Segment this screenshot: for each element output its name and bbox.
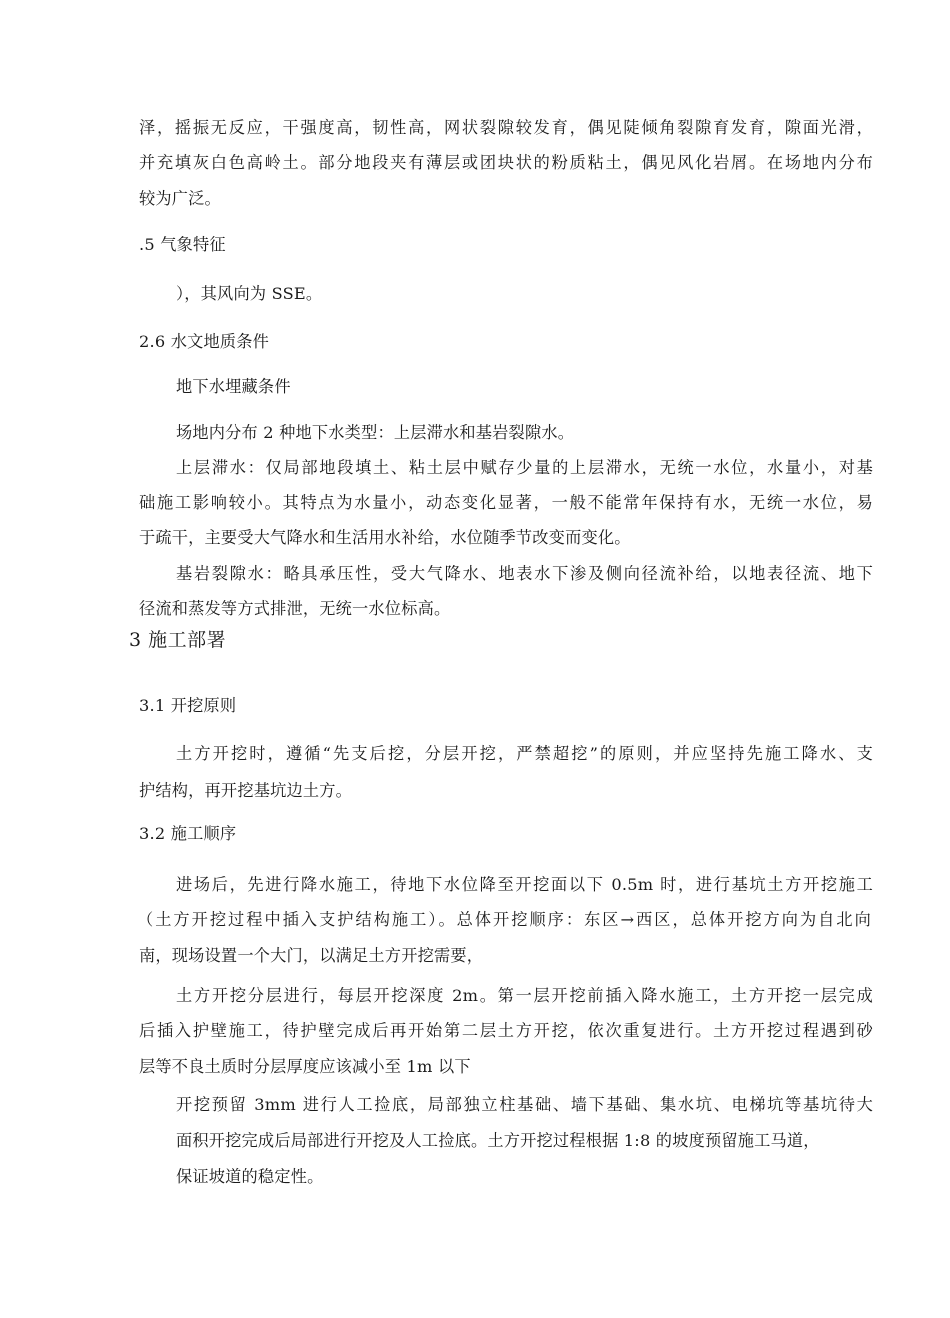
- paragraph-line: 于疏干，主要受大气降水和生活用水补给，水位随季节改变而变化。: [139, 528, 631, 547]
- paragraph-line: 开挖预留 3mm 进行人工捡底，局部独立柱基础、墙下基础、集水坑、电梯坑等基坑待大: [176, 1095, 873, 1114]
- paragraph-line: 保证坡道的稳定性。: [176, 1167, 324, 1186]
- section-heading-3-1: 3.1 开挖原则: [139, 696, 237, 715]
- paragraph-line: （土方开挖过程中插入支护结构施工）。总体开挖顺序：东区→西区，总体开挖方向为自北向: [137, 910, 871, 929]
- chapter-heading-3: 3 施工部署: [129, 629, 227, 651]
- subsection-heading: 地下水埋藏条件: [176, 377, 291, 396]
- paragraph-line: 面积开挖完成后局部进行开挖及人工捡底。土方开挖过程根据 1:8 的坡度预留施工马道，: [176, 1131, 820, 1150]
- paragraph-line: 基岩裂隙水：略具承压性，受大气降水、地表水下渗及侧向径流补给，以地表径流、地下: [176, 564, 873, 583]
- section-heading-2-5: .5 气象特征: [139, 235, 226, 254]
- paragraph-line: 并充填灰白色高岭土。部分地段夹有薄层或团块状的粉质粘土，偶见风化岩屑。在场地内分布: [139, 153, 873, 172]
- paragraph-line: 进场后，先进行降水施工，待地下水位降至开挖面以下 0.5m 时，进行基坑土方开挖施工: [176, 875, 873, 894]
- paragraph-line: 较为广泛。: [139, 189, 221, 208]
- paragraph-line: ），其风向为 SSE。: [176, 284, 323, 303]
- paragraph-line: 南，现场设置一个大门，以满足土方开挖需要，: [139, 946, 484, 965]
- paragraph-line: 层等不良土质时分层厚度应该减小至 1m 以下: [139, 1057, 471, 1076]
- paragraph-line: 土方开挖时，遵循“先支后挖，分层开挖，严禁超挖”的原则，并应坚持先施工降水、支: [176, 744, 873, 763]
- paragraph-line: 上层滞水：仅局部地段填土、粘土层中赋存少量的上层滞水，无统一水位，水量小，对基: [176, 458, 873, 477]
- section-heading-3-2: 3.2 施工顺序: [139, 824, 237, 843]
- paragraph-line: 础施工影响较小。其特点为水量小，动态变化显著，一般不能常年保持有水，无统一水位，易: [139, 493, 873, 512]
- paragraph-line: 径流和蒸发等方式排泄，无统一水位标高。: [139, 599, 451, 618]
- paragraph-line: 护结构，再开挖基坑边土方。: [139, 781, 353, 800]
- paragraph-line: 土方开挖分层进行，每层开挖深度 2m。第一层开挖前插入降水施工，土方开挖一层完成: [176, 986, 873, 1005]
- paragraph-line: 后插入护壁施工，待护壁完成后再开始第二层土方开挖，依次重复进行。土方开挖过程遇到砂: [139, 1021, 873, 1040]
- section-heading-2-6: 2.6 水文地质条件: [139, 332, 270, 351]
- paragraph-line: 场地内分布 2 种地下水类型：上层滞水和基岩裂隙水。: [176, 423, 575, 442]
- paragraph-line: 泽，摇振无反应，干强度高，韧性高，网状裂隙较发育，偶见陡倾角裂隙育发育，隙面光滑，: [139, 118, 873, 137]
